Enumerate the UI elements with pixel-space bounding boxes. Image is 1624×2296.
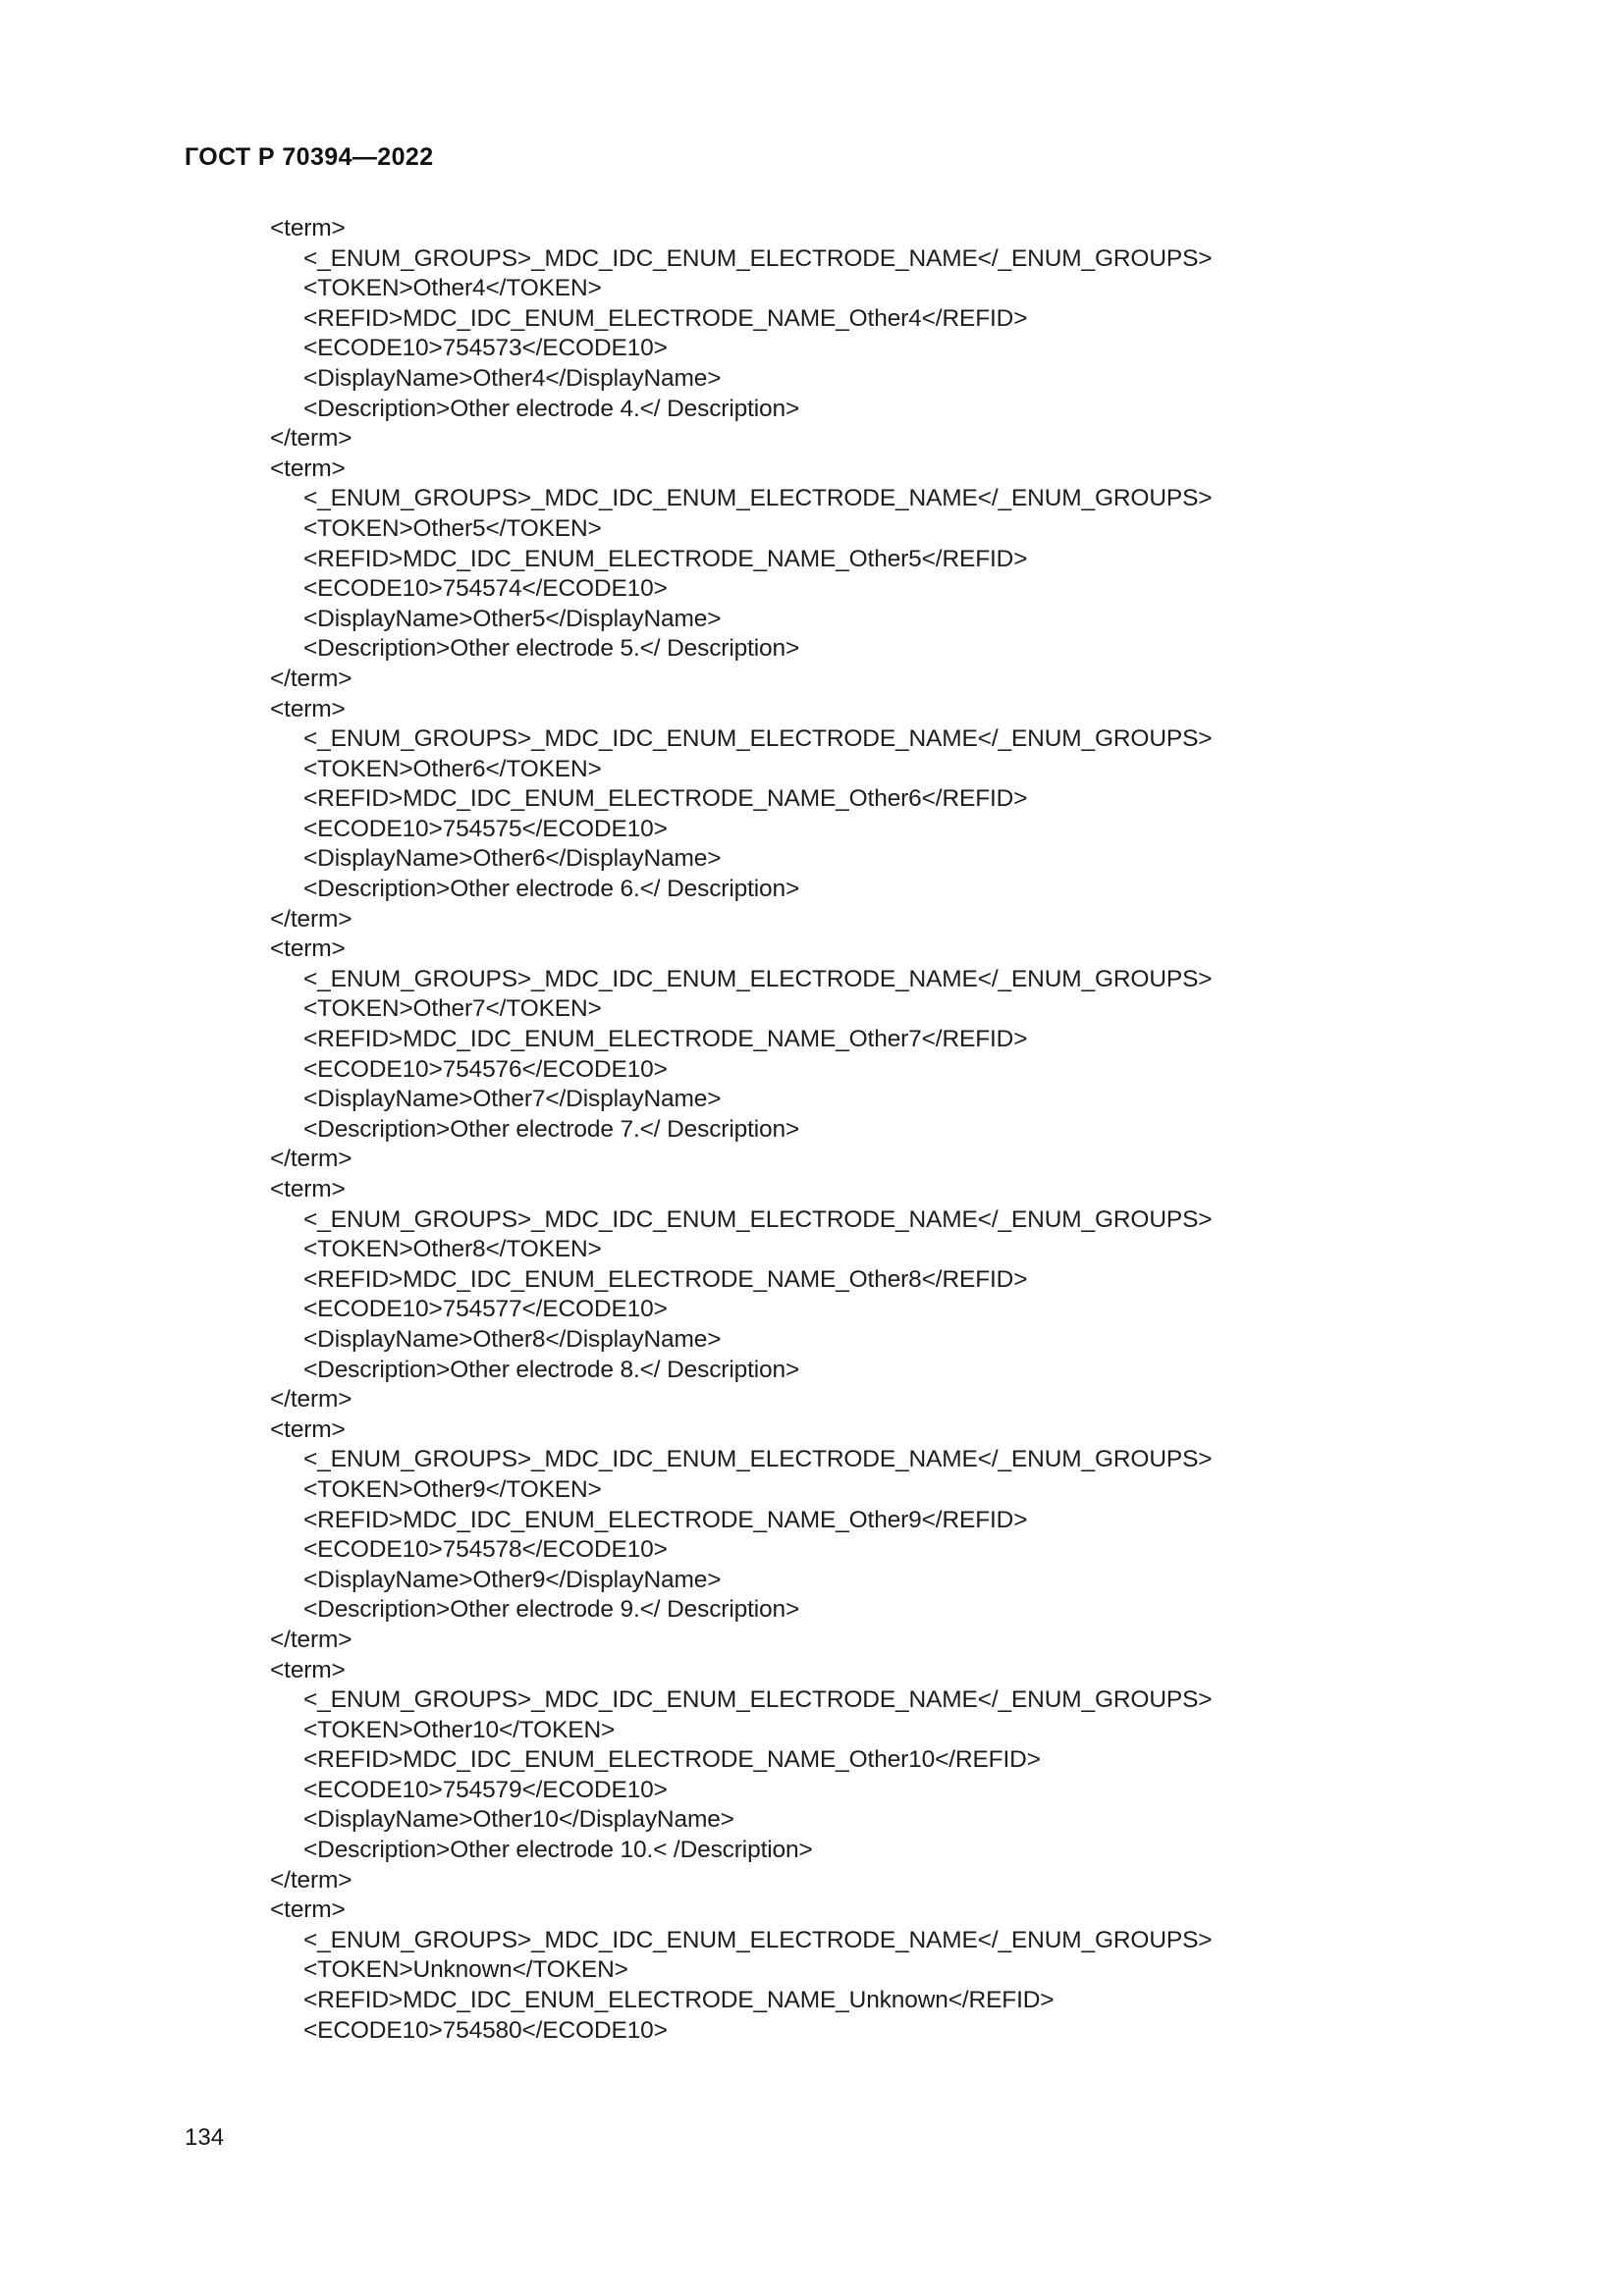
code-line: <DisplayName>Other5</DisplayName>	[303, 605, 722, 632]
code-line: <ECODE10>754579</ECODE10>	[303, 1776, 668, 1803]
code-line: <TOKEN>Other4</TOKEN>	[303, 275, 602, 302]
code-line: <term>	[270, 935, 346, 963]
code-line: <_ENUM_GROUPS>_MDC_IDC_ENUM_ELECTRODE_NAME</_ENUM_GROUPS>	[303, 1205, 1213, 1233]
code-line: </term>	[270, 1626, 352, 1653]
code-line: <Description>Other electrode 10.< /Description>	[303, 1837, 813, 1864]
code-line: <REFID>MDC_IDC_ENUM_ELECTRODE_NAME_Other7</REFID>	[303, 1026, 1028, 1053]
code-line: <TOKEN>Other8</TOKEN>	[303, 1236, 602, 1263]
code-line: <ECODE10>754575</ECODE10>	[303, 815, 668, 842]
code-line: </term>	[270, 425, 352, 453]
code-line: <REFID>MDC_IDC_ENUM_ELECTRODE_NAME_Other9</REFID>	[303, 1506, 1028, 1533]
code-line: </term>	[270, 905, 352, 933]
code-line: <TOKEN>Other9</TOKEN>	[303, 1475, 602, 1503]
code-line: <REFID>MDC_IDC_ENUM_ELECTRODE_NAME_Other10</REFID>	[303, 1746, 1041, 1774]
code-line: <term>	[270, 454, 346, 482]
code-line: <REFID>MDC_IDC_ENUM_ELECTRODE_NAME_Other4</REFID>	[303, 304, 1028, 332]
code-line: <REFID>MDC_IDC_ENUM_ELECTRODE_NAME_Other8</REFID>	[303, 1265, 1028, 1293]
code-line: <term>	[270, 695, 346, 722]
code-line: <DisplayName>Other4</DisplayName>	[303, 364, 722, 392]
code-line: <DisplayName>Other6</DisplayName>	[303, 845, 722, 873]
code-line: <ECODE10>754576</ECODE10>	[303, 1055, 668, 1083]
code-line: <Description>Other electrode 9.</ Description>	[303, 1596, 800, 1624]
code-line: <DisplayName>Other7</DisplayName>	[303, 1086, 722, 1113]
code-line: <REFID>MDC_IDC_ENUM_ELECTRODE_NAME_Unknown</REFID>	[303, 1987, 1055, 2014]
code-line: <ECODE10>754573</ECODE10>	[303, 335, 668, 362]
code-line: <TOKEN>Other6</TOKEN>	[303, 755, 602, 782]
code-line: <_ENUM_GROUPS>_MDC_IDC_ENUM_ELECTRODE_NAME</_ENUM_GROUPS>	[303, 1926, 1213, 1953]
code-line: <term>	[270, 215, 346, 241]
code-line: <ECODE10>754574</ECODE10>	[303, 575, 668, 603]
page-number: 134	[185, 2124, 225, 2151]
code-line: </term>	[270, 1866, 352, 1894]
code-line: </term>	[270, 665, 352, 692]
code-line: <term>	[270, 1415, 346, 1443]
code-line: </term>	[270, 1386, 352, 1414]
code-line: <REFID>MDC_IDC_ENUM_ELECTRODE_NAME_Other5</REFID>	[303, 545, 1028, 572]
code-line: <Description>Other electrode 7.</ Description>	[303, 1115, 800, 1143]
code-line: <_ENUM_GROUPS>_MDC_IDC_ENUM_ELECTRODE_NAME</_ENUM_GROUPS>	[303, 244, 1213, 272]
code-line: <Description>Other electrode 6.</ Description>	[303, 876, 800, 903]
code-line: <TOKEN>Other7</TOKEN>	[303, 995, 602, 1023]
code-line: <term>	[270, 1896, 346, 1924]
code-line: <_ENUM_GROUPS>_MDC_IDC_ENUM_ELECTRODE_NAME</_ENUM_GROUPS>	[303, 485, 1213, 512]
code-line: <_ENUM_GROUPS>_MDC_IDC_ENUM_ELECTRODE_NAME</_ENUM_GROUPS>	[303, 725, 1213, 753]
code-line: <Description>Other electrode 8.</ Description>	[303, 1356, 800, 1383]
code-line: <term>	[270, 1176, 346, 1202]
code-line: <ECODE10>754580</ECODE10>	[303, 2016, 668, 2044]
code-line: <TOKEN>Other10</TOKEN>	[303, 1716, 616, 1743]
code-line: <Description>Other electrode 4.</ Description>	[303, 395, 800, 422]
code-line: <TOKEN>Unknown</TOKEN>	[303, 1956, 628, 1984]
xml-code-listing	[270, 214, 1409, 2046]
code-line: <TOKEN>Other5</TOKEN>	[303, 514, 602, 542]
running-head-standard-number: ГОСТ Р 70394—2022	[185, 143, 434, 171]
code-line: <DisplayName>Other8</DisplayName>	[303, 1325, 722, 1353]
code-line: <DisplayName>Other10</DisplayName>	[303, 1806, 734, 1834]
code-line: <Description>Other electrode 5.</ Description>	[303, 635, 800, 663]
code-line: <REFID>MDC_IDC_ENUM_ELECTRODE_NAME_Other6</REFID>	[303, 785, 1028, 813]
code-line: </term>	[270, 1146, 352, 1173]
code-line: <ECODE10>754577</ECODE10>	[303, 1296, 668, 1323]
code-line: <DisplayName>Other9</DisplayName>	[303, 1566, 722, 1593]
code-line: <term>	[270, 1656, 346, 1683]
code-line: <_ENUM_GROUPS>_MDC_IDC_ENUM_ELECTRODE_NAME</_ENUM_GROUPS>	[303, 1446, 1213, 1473]
code-line: <ECODE10>754578</ECODE10>	[303, 1536, 668, 1564]
code-line: <_ENUM_GROUPS>_MDC_IDC_ENUM_ELECTRODE_NAME</_ENUM_GROUPS>	[303, 965, 1213, 992]
code-line: <_ENUM_GROUPS>_MDC_IDC_ENUM_ELECTRODE_NAME</_ENUM_GROUPS>	[303, 1686, 1213, 1714]
